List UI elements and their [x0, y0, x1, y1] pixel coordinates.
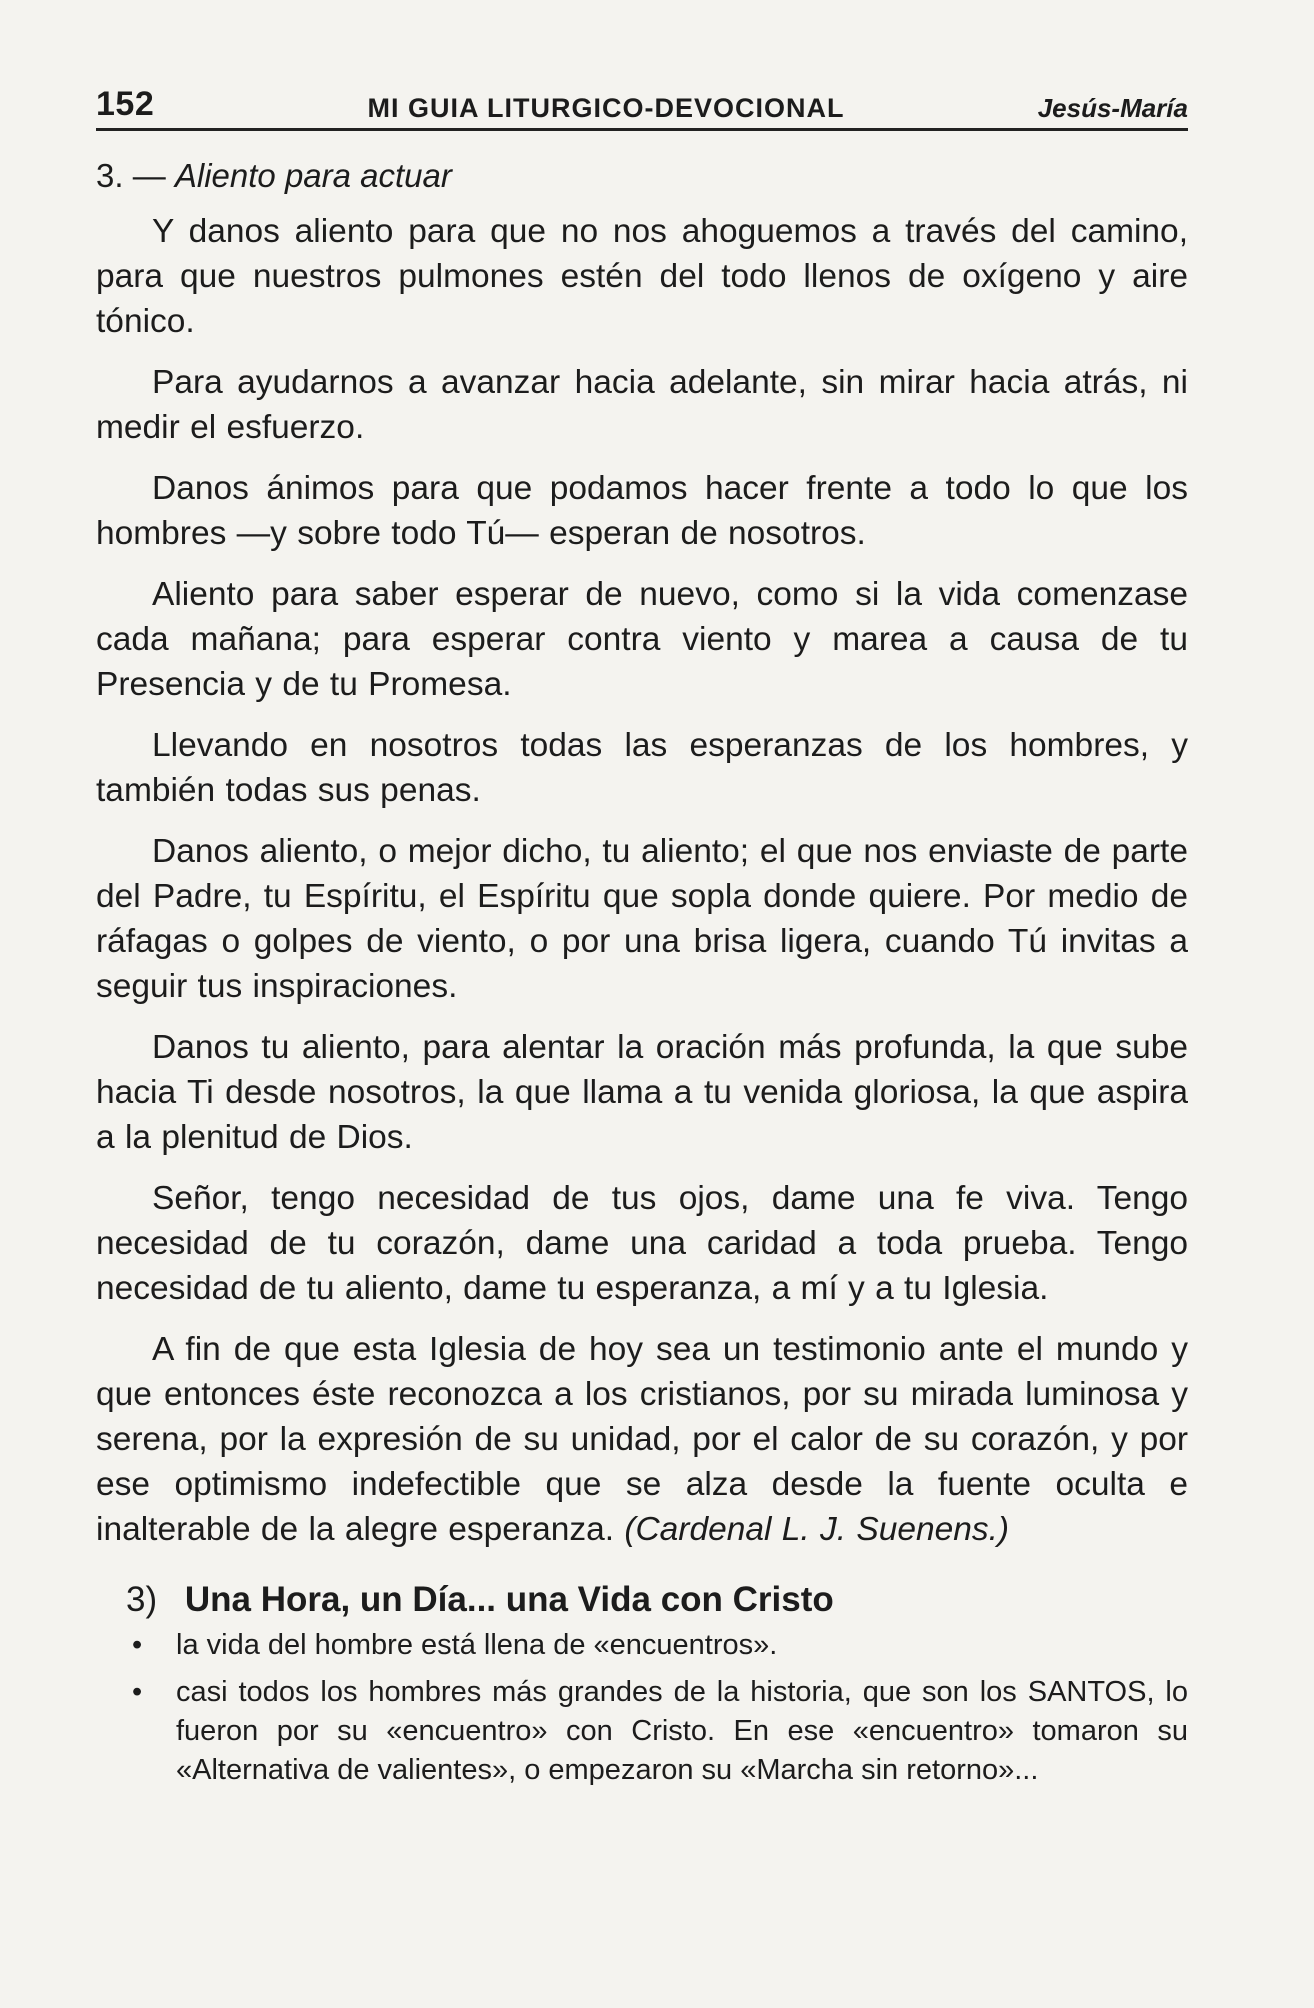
bullet-icon: • [132, 1629, 143, 1661]
list-item [126, 1626, 1188, 1665]
paragraph: Para ayudarnos a avanzar hacia adelante, sin mirar hacia atrás, ni medir el esfuerzo. [96, 364, 1188, 446]
list-item [126, 1673, 1188, 1790]
book-page [96, 78, 1188, 1978]
list-item-text: casi todos los hombres más grandes de la historia, que son los SANTOS, lo fueron por su «encuentro» con Cristo. En ese «encuentro» tomaron su «Alternativa de valientes», o empezaron su «Marcha sin retorno»... [176, 1676, 1188, 1786]
section-heading [96, 157, 1188, 195]
section-number: 3. — [96, 157, 166, 194]
part-title: Una Hora, un Día... una Vida con Cristo [184, 1580, 834, 1619]
section-title: Aliento para actuar [174, 157, 452, 194]
paragraph: Danos ánimos para que podamos hacer frente a todo lo que los hombres —y sobre todo Tú— esperan de nosotros. [96, 470, 1188, 552]
paragraph-with-citation [96, 1327, 1188, 1552]
page-number: 152 [96, 85, 155, 123]
running-title: MI GUIA LITURGICO-DEVOCIONAL [367, 93, 845, 123]
paragraph: Aliento para saber esperar de nuevo, como si la vida comenzase cada mañana; para esperar contra viento y marea a causa de tu Presencia y de tu Promesa. [96, 576, 1188, 703]
part-heading [126, 1580, 1188, 1620]
quote-source: (Cardenal L. J. Suenens.) [624, 1511, 1010, 1548]
list-item-text: la vida del hombre está llena de «encuentros». [176, 1629, 778, 1661]
body-text [96, 209, 1188, 1552]
paragraph: Y danos aliento para que no nos ahoguemos a través del camino, para que nuestros pulmones estén del todo llenos de oxígeno y aire tónico. [96, 213, 1188, 340]
paragraph: Llevando en nosotros todas las esperanzas de los hombres, y también todas sus penas. [96, 727, 1188, 809]
paragraph-text: A fin de que esta Iglesia de hoy sea un testimonio ante el mundo y que entonces éste reconozca a los cristianos, por su mirada luminosa y serena, por la expresión de su unidad, por el calor de su corazón, y por ese optimismo indefectible que se alza desde la fuente oculta e inalterable de la alegre esperanza. [96, 1331, 1188, 1548]
bullet-list [96, 1626, 1188, 1790]
paragraph: Señor, tengo necesidad de tus ojos, dame una fe viva. Tengo necesidad de tu corazón, dame una caridad a toda prueba. Tengo necesidad de tu aliento, dame tu esperanza, a mí y a tu Iglesia. [96, 1180, 1188, 1307]
paragraph: Danos aliento, o mejor dicho, tu aliento; el que nos enviaste de parte del Padre, tu Espíritu, el Espíritu que sopla donde quiere. Por medio de ráfagas o golpes de viento, o por una brisa ligera, cuando Tú invitas a seguir tus inspiraciones. [96, 833, 1188, 1005]
running-author: Jesús-María [1037, 93, 1188, 123]
page-header [96, 78, 1188, 131]
bullet-icon: • [132, 1676, 143, 1708]
part-number: 3) [126, 1580, 158, 1619]
paragraph: Danos tu aliento, para alentar la oración más profunda, la que sube hacia Ti desde nosotros, la que llama a tu venida gloriosa, la que aspira a la plenitud de Dios. [96, 1029, 1188, 1156]
